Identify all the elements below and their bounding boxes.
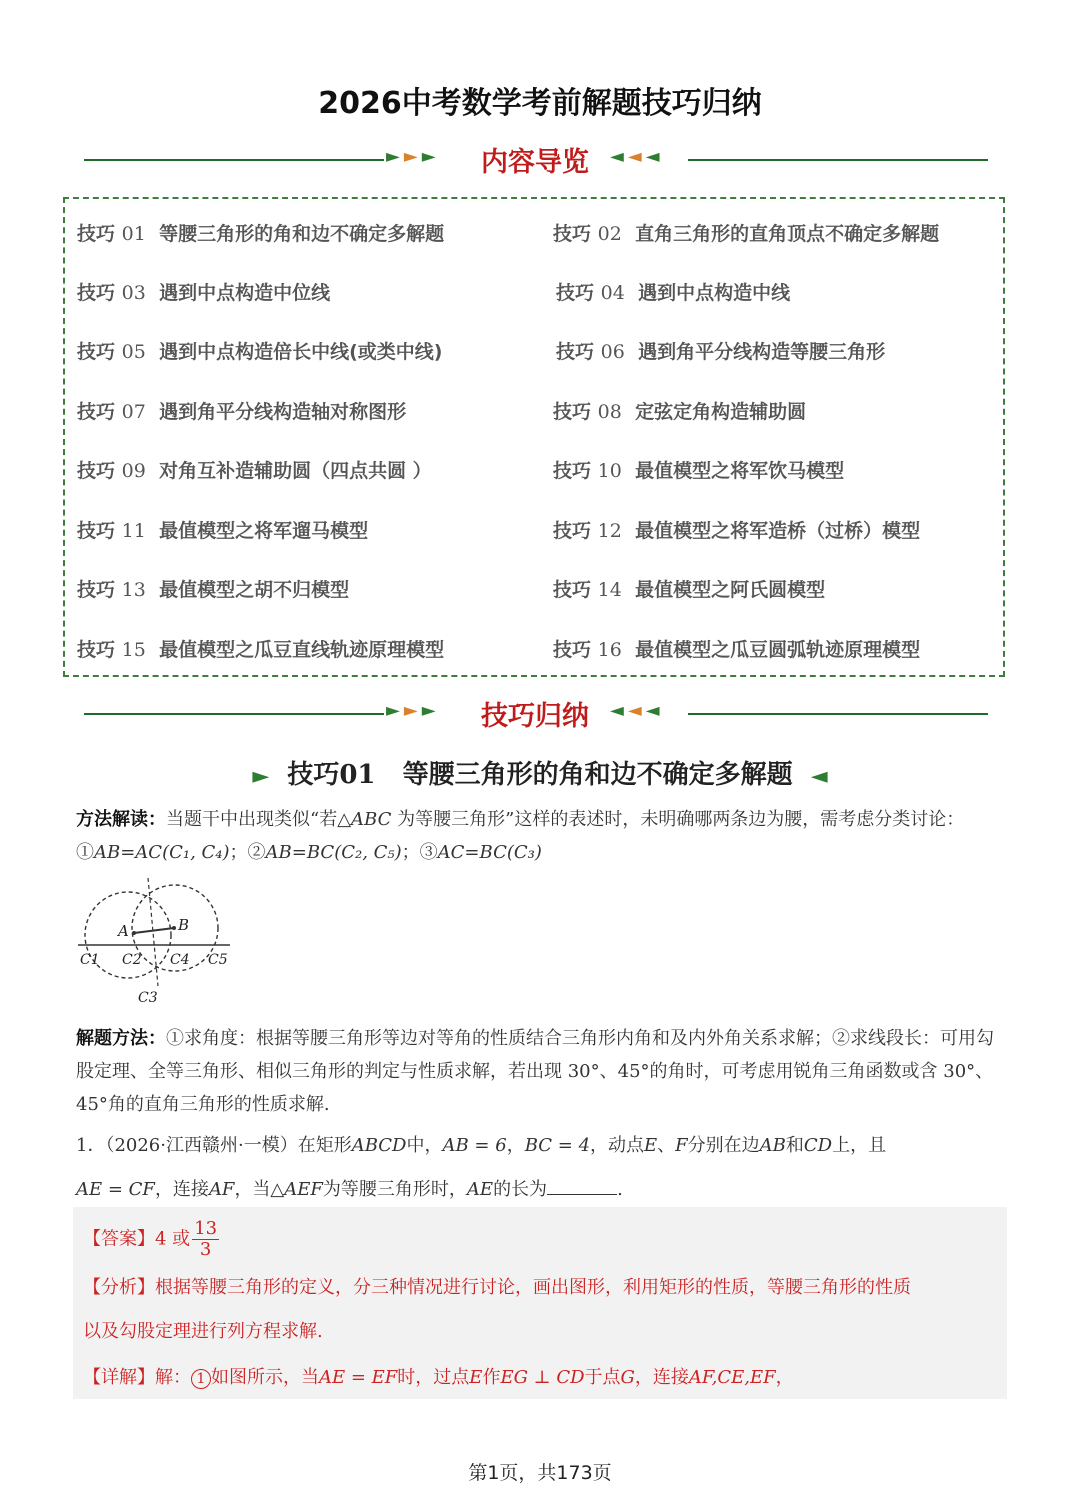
toc-item-prefix: 技巧 [553,639,592,661]
toc-item-number: 09 [121,460,146,482]
problem-number: 1． [76,1135,106,1156]
toc-header-label: 内容导览 [481,147,589,178]
toc-item-label: 最值模型之阿氏圆模型 [635,579,826,601]
toc-item-label: 最值模型之将军造桥（过桥）模型 [635,520,921,542]
text: 中， [406,1135,443,1156]
toc-item[interactable] [553,635,920,662]
toc-item-prefix: 技巧 [77,579,116,601]
label-c1: C1 [80,952,100,968]
toc-item-prefix: 技巧 [77,401,116,423]
text: ，连接 [154,1179,209,1200]
toc-item[interactable] [77,635,444,662]
skill-number: 01 [339,760,376,790]
skill-heading [0,754,1080,791]
math: AB [759,1135,786,1156]
analysis-line-1 [83,1271,911,1304]
toc-item-number: 11 [121,520,146,542]
toc-item-label: 最值模型之将军饮马模型 [635,460,845,482]
toc-item[interactable] [77,278,330,305]
point-a [132,931,136,935]
text: 于点 [584,1367,621,1388]
toc-item-prefix: 技巧 [77,639,116,661]
toc-item-number: 07 [121,401,146,423]
answer-box [73,1207,1007,1399]
math: AF [208,1179,235,1200]
text: ， [506,1135,525,1156]
text: 分别在边 [687,1135,760,1156]
text: 上，且 [832,1135,887,1156]
method-solve-label: 解题方法： [76,1028,166,1049]
problem-source: （2026·江西赣州·一模） [105,1135,298,1156]
toc-item-label: 遇到角平分线构造等腰三角形 [638,341,886,363]
toc-item-number: 06 [600,341,625,363]
method-solve-text: ①求角度：根据等腰三角形等边对等角的性质结合三角形内角和及内外角关系求解；②求线段长：可用勾股定理、全等三角形、相似三角形的判定与性质求解，若出现 30°、45°的角时，可考虑用锐角三角函数或含 30°、45°角的直角三角形的性质求解. [76,1028,994,1115]
text: . [617,1179,623,1200]
toc-item-label: 最值模型之瓜豆圆弧轨迹原理模型 [635,639,921,661]
page-footer: 第1页，共173页 [468,1462,612,1484]
circled-number: 1 [191,1369,211,1389]
toc-box [63,197,1005,677]
answer-value: 4 或 [155,1228,191,1250]
label-b: B [178,916,190,934]
toc-item[interactable] [77,575,349,602]
math: G [620,1367,635,1388]
toc-item[interactable] [77,516,368,543]
toc-item-label: 遇到中点构造中线 [638,282,791,304]
divider-left [84,159,384,161]
toc-item-prefix: 技巧 [77,223,116,245]
method-read-label: 方法解读： [76,809,166,830]
text: ，连接 [634,1367,689,1388]
text: 为等腰三角形”这样的表述时，未明确哪两条边为腰，需考虑分类讨论：① [76,809,965,863]
toc-item[interactable] [77,456,432,483]
divider-left [84,713,384,715]
toc-item-number: 13 [121,579,146,601]
math: CD [803,1135,833,1156]
toc-item-prefix: 技巧 [553,579,592,601]
toc-item-label: 遇到中点构造中位线 [159,282,331,304]
toc-item-label: 最值模型之将军遛马模型 [159,520,369,542]
analysis-line-2 [83,1315,323,1348]
toc-item-label: 定弦定角构造辅助圆 [635,401,807,423]
text: ；② [229,842,266,863]
analysis-label: 【分析】 [83,1277,155,1298]
triangle-left-icon: ◄ [810,764,828,789]
toc-item-number: 08 [597,401,622,423]
math: BC = 4 [524,1135,591,1156]
toc-item-prefix: 技巧 [77,282,116,304]
text: 时，过点 [397,1367,470,1388]
arrows-left-icon: ◄◄◄ [610,146,664,167]
fraction-numerator: 13 [194,1218,218,1239]
text: 如图所示，当 [211,1367,319,1388]
math: ABCD [351,1135,407,1156]
detail-label: 【详解】 [83,1367,155,1388]
toc-item-label: 最值模型之瓜豆直线轨迹原理模型 [159,639,445,661]
text: ，当△ [234,1179,285,1200]
toc-item[interactable] [553,516,920,543]
toc-item-label: 最值模型之胡不归模型 [159,579,350,601]
detail-line [83,1361,794,1394]
toc-section-header [80,140,992,180]
math: AEF [284,1179,323,1200]
text: 的长为 [493,1179,548,1200]
text: 为等腰三角形时， [322,1179,467,1200]
toc-item-prefix: 技巧 [77,460,116,482]
text: 当题干中出现类似“若△ [166,809,352,830]
text: ，动点 [590,1135,645,1156]
text: 和 [785,1135,804,1156]
toc-item-number: 04 [600,282,625,304]
math: AF,CE,EF [688,1367,776,1388]
toc-item[interactable] [553,397,806,424]
text: ；③ [401,842,438,863]
toc-item-number: 15 [121,639,146,661]
label-c2: C2 [122,952,142,968]
toc-item-prefix: 技巧 [556,282,595,304]
label-c4: C4 [170,952,190,968]
math: EG ⊥ CD [500,1367,585,1388]
toc-item[interactable] [77,397,406,424]
toc-item[interactable] [77,219,444,246]
toc-item-number: 10 [597,460,622,482]
page-title: 2026中考数学考前解题技巧归纳 [318,86,762,121]
answer-blank [547,1176,617,1195]
text: 在矩形 [297,1135,352,1156]
arrows-right-icon: ►►► [386,700,440,721]
answer-fraction [192,1219,219,1260]
arrows-right-icon: ►►► [386,146,440,167]
toc-item-label: 遇到中点构造倍长中线(或类中线) [159,341,443,363]
problem-paragraph [76,1124,1006,1212]
toc-item-prefix: 技巧 [553,401,592,423]
summary-header-label: 技巧归纳 [481,701,589,732]
toc-item[interactable] [553,456,844,483]
answer-line [83,1219,219,1260]
math: E [644,1135,658,1156]
toc-item-number: 16 [597,639,622,661]
math: AC=BC(C₃) [437,842,542,863]
skill-prefix: 技巧 [287,760,340,790]
toc-item-label: 等腰三角形的角和边不确定多解题 [159,223,445,245]
math: AB=BC(C₂, C₅) [265,842,402,863]
toc-item[interactable] [556,278,790,305]
math: AB = 6 [442,1135,507,1156]
analysis-text: 根据等腰三角形的定义，分三种情况进行讨论，画出图形，利用矩形的性质，等腰三角形的性质 [155,1277,911,1298]
segment-ab [134,928,174,933]
math: E [469,1367,483,1388]
toc-item-number: 05 [121,341,146,363]
text: 、 [657,1135,676,1156]
text: 作 [482,1367,501,1388]
toc-item-label: 直角三角形的直角顶点不确定多解题 [635,223,940,245]
math: AE = EF [319,1367,398,1388]
method-solve-paragraph [76,1022,1006,1121]
toc-item-prefix: 技巧 [553,520,592,542]
method-read-paragraph [76,803,1006,869]
toc-item-number: 02 [597,223,622,245]
toc-item-number: 12 [597,520,622,542]
skill-title: 等腰三角形的角和边不确定多解题 [402,760,793,790]
point-b [172,926,176,930]
label-a: A [118,922,129,940]
label-c5: C5 [208,952,228,968]
toc-item-prefix: 技巧 [556,341,595,363]
arrows-left-icon: ◄◄◄ [610,700,664,721]
toc-item-prefix: 技巧 [77,341,116,363]
divider-right [688,159,988,161]
label-c3: C3 [138,990,158,1006]
analysis-text: 以及勾股定理进行列方程求解. [83,1321,323,1342]
text: 解： [155,1367,191,1388]
toc-item-prefix: 技巧 [77,520,116,542]
math: AB=AC(C₁, C₄) [94,842,230,863]
math: ABC [351,809,392,830]
toc-item-number: 01 [121,223,146,245]
fraction-denominator: 3 [199,1239,212,1260]
math: AE [466,1179,494,1200]
toc-item-number: 14 [597,579,622,601]
circle-construction-figure [78,878,238,1008]
toc-item-prefix: 技巧 [553,223,592,245]
toc-item[interactable] [553,219,939,246]
triangle-right-icon: ► [252,764,270,789]
summary-section-header [80,694,992,734]
toc-item-label: 对角互补造辅助圆（四点共圆 ） [159,460,432,482]
answer-label: 【答案】 [83,1228,155,1250]
toc-item[interactable] [556,337,885,364]
text: ， [775,1367,794,1388]
math: AE = CF [76,1179,155,1200]
toc-item[interactable] [553,575,825,602]
toc-item-label: 遇到角平分线构造轴对称图形 [159,401,407,423]
toc-item-number: 03 [121,282,146,304]
math: F [675,1135,688,1156]
toc-item[interactable] [77,337,442,364]
divider-right [688,713,988,715]
toc-item-prefix: 技巧 [553,460,592,482]
